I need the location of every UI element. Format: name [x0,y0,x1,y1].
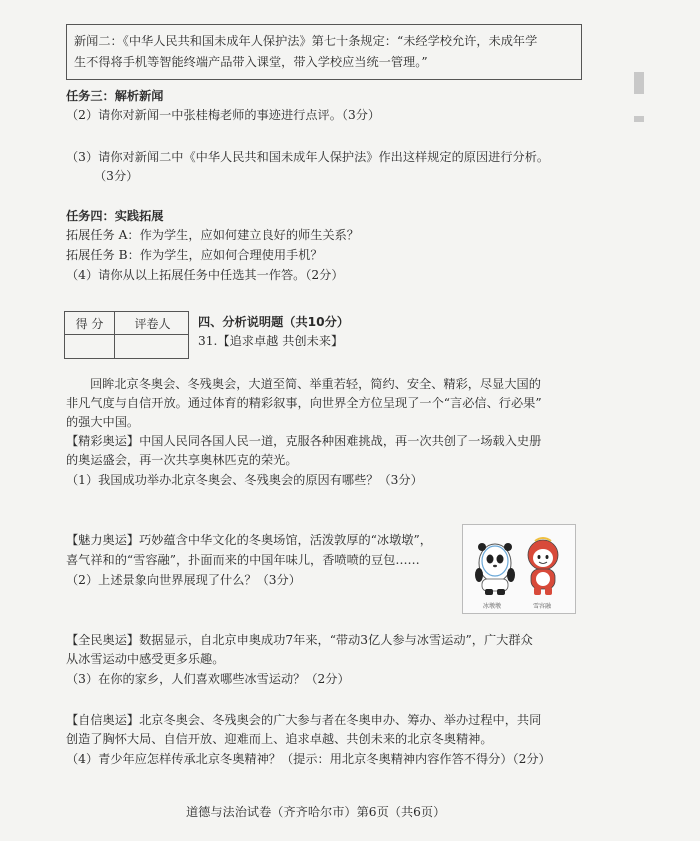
p1-question: （1）我国成功举办北京冬奥会、冬残奥会的原因有哪些？（3分） [66,473,423,487]
task4-question-4: （4）请你从以上拓展任务中任选其一作答。（2分） [66,268,344,282]
task4-option-b: 拓展任务 B：作为学生，应如何合理使用手机？ [66,248,323,262]
task4-heading: 任务四：实践拓展 [66,209,164,223]
p3-line1: 【全民奥运】数据显示，自北京申奥成功7年来，“带动3亿人参与冰雪运动”，广大群众 [66,633,533,647]
scan-edge-mark [634,72,644,94]
p4-question: （4）青少年应怎样传承北京冬奥精神？（提示：用北京冬奥精神内容作答不得分）（2分） [66,752,551,766]
bing-dwen-dwen-label: 冰墩墩 [483,603,502,610]
intro-line2: 非凡气度与自信开放。通过体育的精彩叙事，向世界全方位呈现了一个“言必信、行必果” [66,396,542,410]
page-footer: 道德与法治试卷（齐齐哈尔市）第6页（共6页） [186,805,446,819]
mascots-illustration [463,525,575,613]
grader-label: 评卷人 [134,317,171,331]
p2-line1: 【魅力奥运】巧妙蕴含中华文化的冬奥场馆，活泼敦厚的“冰墩墩”， [66,533,432,547]
shuey-rhon-rhon-label: 雪容融 [533,603,552,610]
task3-question-3-points: （3分） [94,169,139,183]
scan-edge-mark-small [634,116,644,122]
p4-line2: 创造了胸怀大局、自信开放、迎难而上、追求卓越、共创未来的北京冬奥精神。 [66,732,493,746]
mascot-image [462,524,576,614]
shuey-rhon-rhon-figure [528,538,558,595]
question-31-title: 31.【追求卓越 共创未来】 [198,334,344,348]
score-table [64,311,189,359]
task4-option-a: 拓展任务 A：作为学生，应如何建立良好的师生关系？ [66,228,359,242]
p1-line1: 【精彩奥运】中国人民同各国人民一道，克服各种困难挑战，再一次共创了一场载入史册 [66,434,542,448]
task3-question-3: （3）请你对新闻二中《中华人民共和国未成年人保护法》作出这样规定的原因进行分析。 [66,150,550,164]
intro-line3: 的强大中国。 [66,415,140,429]
p4-line1: 【自信奥运】北京冬奥会、冬残奥会的广大参与者在冬奥申办、筹办、举办过程中，共同 [66,713,542,727]
p3-question: （3）在你的家乡，人们喜欢哪些冰雪运动？（2分） [66,672,350,686]
p2-question: （2）上述景象向世界展现了什么？（3分） [66,573,301,587]
intro-line1: 回眸北京冬奥会、冬残奥会，大道至简、举重若轻，简约、安全、精彩，尽显大国的 [90,377,541,391]
p1-line2: 的奥运盛会，再一次共享奥林匹克的荣光。 [66,453,298,467]
news2-line1: 新闻二：《中华人民共和国未成年人保护法》第七十条规定：“未经学校允许，未成年学 [74,34,538,48]
task3-heading: 任务三：解析新闻 [66,89,164,103]
score-label: 得 分 [75,317,104,331]
section4-title: 四、分析说明题（共10分） [198,315,350,329]
p3-line2: 从冰雪运动中感受更多乐趣。 [66,652,225,666]
news2-line2: 生不得将手机等智能终端产品带入课堂，带入学校应当统一管理。” [74,55,428,69]
p2-line2: 喜气祥和的“雪容融”，扑面而来的中国年味儿，香喷喷的豆包…… [66,553,420,567]
bing-dwen-dwen-figure [475,543,515,595]
task3-question-2: （2）请你对新闻一中张桂梅老师的事迹进行点评。（3分） [66,108,381,122]
